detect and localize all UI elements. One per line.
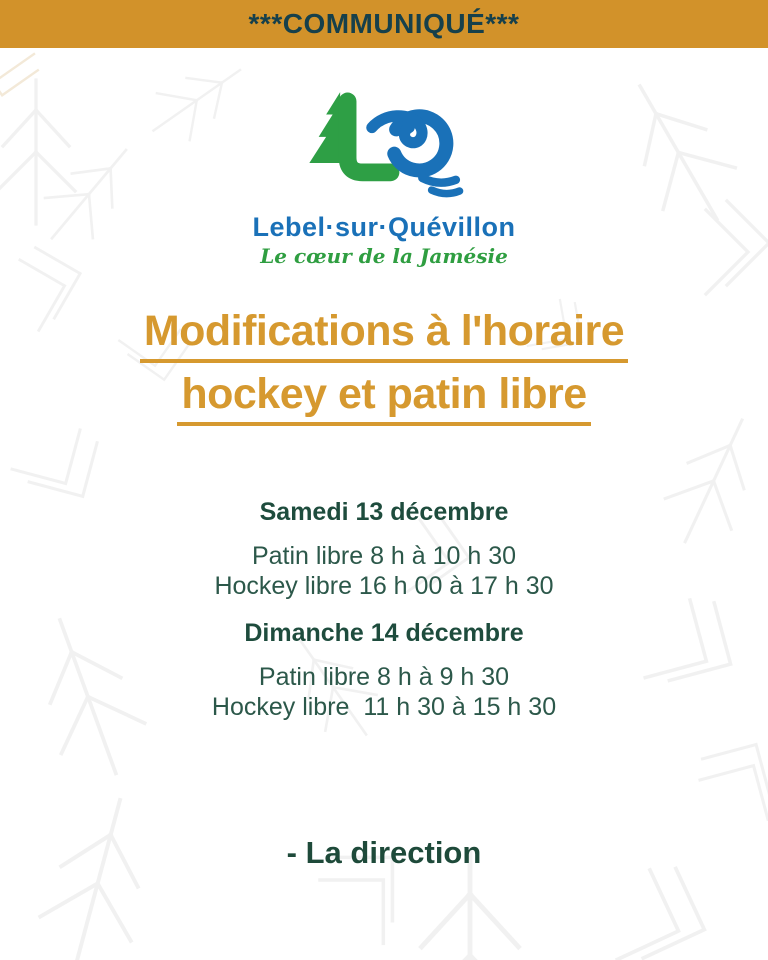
signature: - La direction xyxy=(286,835,482,870)
logo-letter-l xyxy=(348,101,391,172)
schedule xyxy=(0,497,768,722)
logo-wave-icon xyxy=(432,190,460,194)
lsq-logo-icon xyxy=(286,88,482,210)
schedule-day-saturday: Samedi 13 décembre xyxy=(259,498,509,526)
title-line-1: Modifications à l'horaire xyxy=(140,310,628,363)
schedule-item: Hockey libre 16 h 00 à 17 h 30 xyxy=(214,572,554,600)
banner xyxy=(0,0,768,48)
logo-block xyxy=(0,88,768,266)
schedule-day-sunday: Dimanche 14 décembre xyxy=(244,619,524,647)
schedule-item: Patin libre 8 h à 9 h 30 xyxy=(258,663,510,691)
banner-title: ***COMMUNIQUÉ*** xyxy=(248,8,520,39)
logo-tree-icon xyxy=(309,92,340,163)
logo-name: Lebel·sur·Quévillon xyxy=(252,212,516,242)
logo-tagline: Le cœur de la Jamésie xyxy=(260,244,508,268)
title-row xyxy=(0,307,768,363)
schedule-item: Hockey libre 11 h 30 à 15 h 30 xyxy=(211,693,557,721)
title-row xyxy=(0,370,768,426)
logo-wave-icon xyxy=(422,178,456,183)
schedule-item: Patin libre 8 h à 10 h 30 xyxy=(251,542,517,570)
page-title xyxy=(0,307,768,436)
title-line-2: hockey et patin libre xyxy=(177,373,590,426)
